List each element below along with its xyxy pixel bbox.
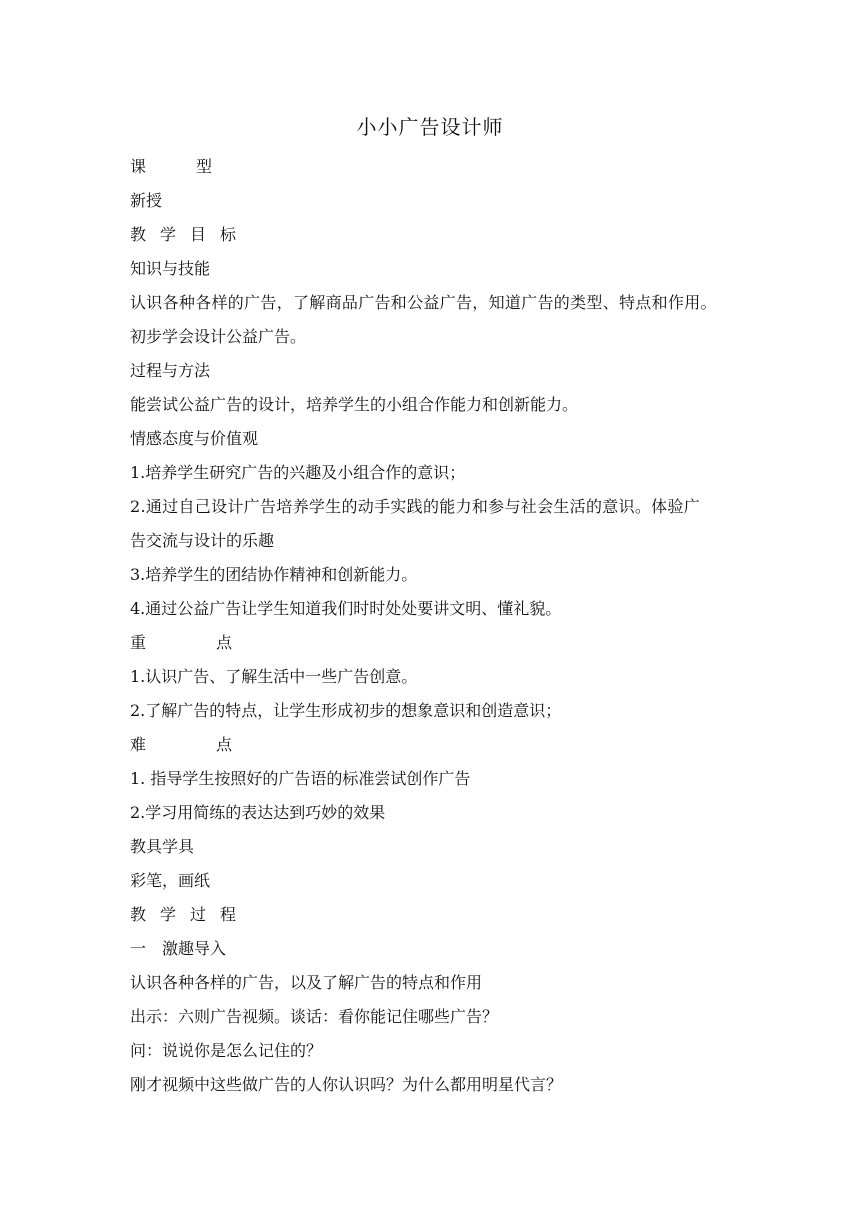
paragraph-line: 刚才视频中这些做广告的人你认识吗？为什么都用明星代言？: [130, 1075, 563, 1094]
list-item: 1.认识广告、了解生活中一些广告创意。: [130, 667, 418, 686]
document-body: [130, 150, 760, 1102]
paragraph-line: 认识各种各样的广告，了解商品广告和公益广告，知道广告的类型、特点和作用。: [130, 293, 717, 312]
paragraph-line: 新授: [130, 191, 163, 210]
list-item: 2.通过自己设计广告培养学生的动手实践的能力和参与社会生活的意识。体验广: [130, 497, 701, 516]
section-heading: 一 激趣导入: [130, 939, 227, 958]
subheading-knowledge-skills: 知识与技能: [130, 259, 211, 278]
heading-lesson-type: 课型: [130, 157, 263, 176]
list-item: 4.通过公益广告让学生知道我们时时处处要讲文明、懂礼貌。: [130, 599, 562, 618]
paragraph-line: 问：说说你是怎么记住的？: [130, 1041, 323, 1060]
list-item: 2.了解广告的特点，让学生形成初步的想象意识和创造意识；: [130, 701, 562, 720]
paragraph-line: 初步学会设计公益广告。: [130, 327, 307, 346]
paragraph-line: 彩笔，画纸: [130, 871, 211, 890]
list-item: 3.培养学生的团结协作精神和创新能力。: [130, 565, 418, 584]
subheading-attitude-values: 情感态度与价值观: [130, 429, 259, 448]
paragraph-line: 告交流与设计的乐趣: [130, 531, 275, 550]
list-item: 1. 指导学生按照好的广告语的标准尝试创作广告: [130, 769, 471, 788]
paragraph-line: 能尝试公益广告的设计，培养学生的小组合作能力和创新能力。: [130, 395, 579, 414]
list-item: 2.学习用简练的表达达到巧妙的效果: [130, 803, 386, 822]
paragraph-line: 认识各种各样的广告，以及了解广告的特点和作用: [130, 973, 483, 992]
heading-difficulties: 难点: [130, 735, 303, 754]
subheading-process-methods: 过程与方法: [130, 361, 211, 380]
paragraph-line: 出示：六则广告视频。谈话：看你能记住哪些广告？: [130, 1007, 499, 1026]
heading-teaching-aids: 教具学具: [130, 837, 195, 856]
heading-teaching-goals: 教学目标: [130, 225, 251, 244]
document-title: 小小广告设计师: [356, 115, 504, 139]
list-item: 1.培养学生研究广告的兴趣及小组合作的意识；: [130, 463, 466, 482]
heading-teaching-process: 教学过程: [130, 905, 251, 924]
heading-key-points: 重点: [130, 633, 303, 652]
